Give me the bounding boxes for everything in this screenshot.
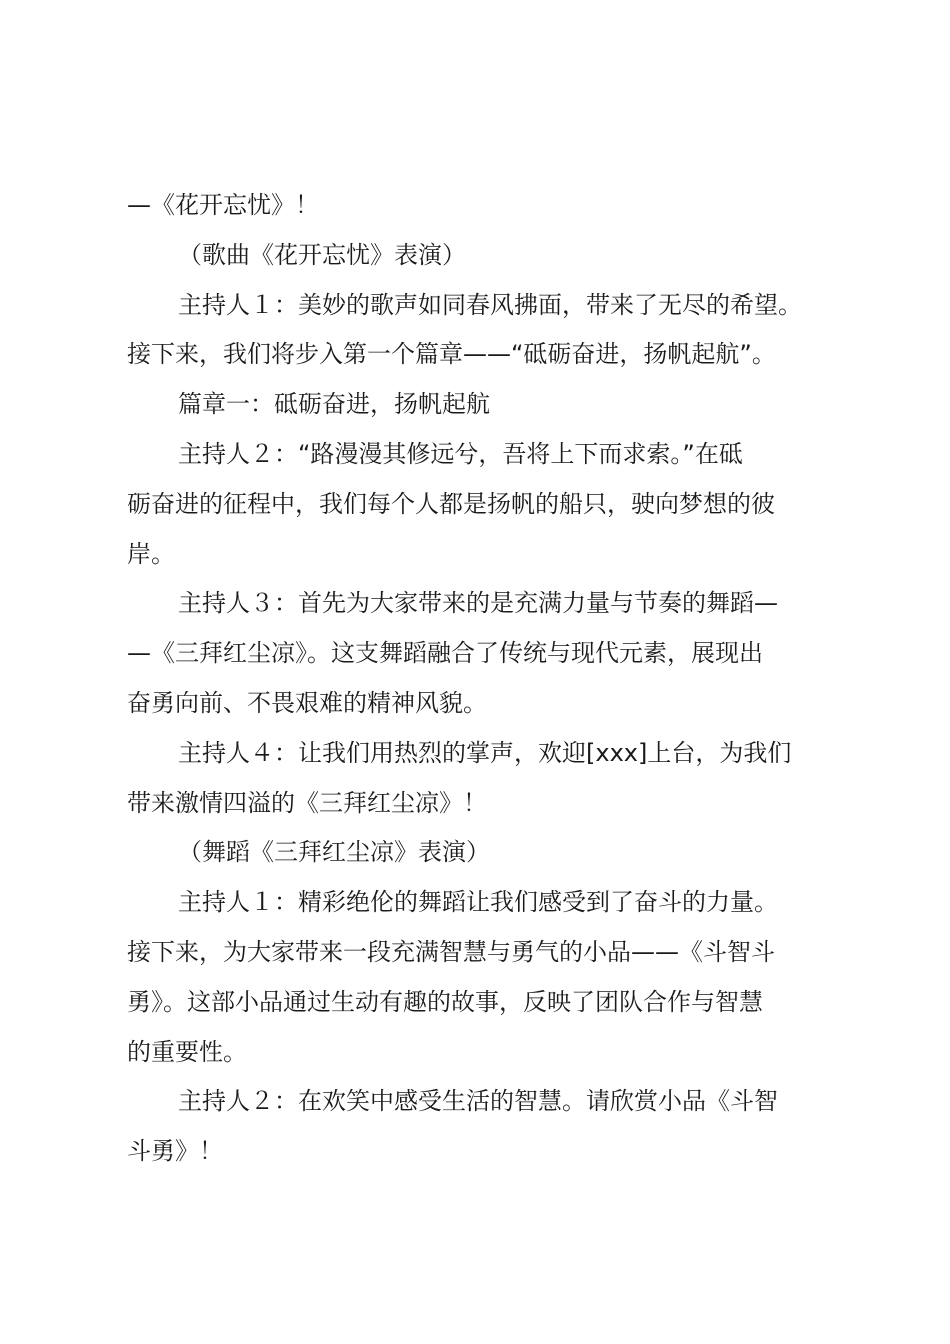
text-line: —《花开忘忧》！: [127, 191, 319, 219]
text-line: 主持人１：精彩绝伦的舞蹈让我们感受到了奋斗的力量。: [178, 888, 778, 917]
text-line: 斗勇》！: [127, 1137, 223, 1166]
text-line: 勇》。这部小品通过生动有趣的故事，反映了团队合作与智慧: [127, 987, 763, 1016]
text-line: 接下来，我们将步入第一个篇章——“砥砺奋进，扬帆起航”。: [127, 340, 776, 369]
text-line: 主持人１：美妙的歌声如同春风拂面，带来了无尽的希望。: [178, 290, 802, 319]
text-line: 主持人４：让我们用热烈的掌声，欢迎[xxx]上台，为我们: [178, 738, 792, 767]
text-line: —《三拜红尘凉》。这支舞蹈融合了传统与现代元素，展现出: [127, 639, 763, 668]
stage-direction: （舞蹈《三拜红尘凉》表演）: [178, 838, 490, 867]
text-line: 主持人２：“路漫漫其修远兮，吾将上下而求索。”在砥: [178, 439, 743, 468]
text-line: 带来激情四溢的《三拜红尘凉》！: [127, 788, 487, 817]
stage-direction: （歌曲《花开忘忧》表演）: [178, 240, 466, 269]
document-body: [127, 181, 847, 1177]
text-line: 的重要性。: [127, 1037, 247, 1066]
text-line: 岸。: [127, 539, 175, 568]
section-heading: 篇章一：砥砺奋进，扬帆起航: [178, 390, 490, 419]
text-line: 奋勇向前、不畏艰难的精神风貌。: [127, 688, 487, 717]
text-line: 主持人２：在欢笑中感受生活的智慧。请欣赏小品《斗智: [178, 1087, 778, 1116]
text-line: 接下来，为大家带来一段充满智慧与勇气的小品——《斗智斗: [127, 937, 775, 966]
text-line: 主持人３：首先为大家带来的是充满力量与节奏的舞蹈—: [178, 589, 778, 618]
text-line: 砺奋进的征程中，我们每个人都是扬帆的船只，驶向梦想的彼: [127, 489, 775, 518]
